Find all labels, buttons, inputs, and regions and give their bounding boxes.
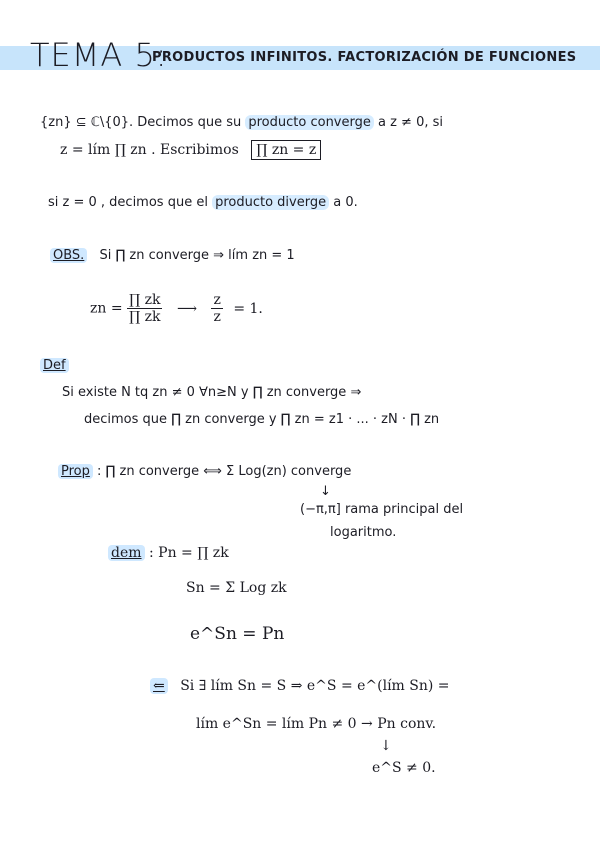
prop-note-1: (−π,π] rama principal del — [300, 502, 464, 517]
obs-statement: Si ∏ zn converge ⇒ lím zn = 1 — [99, 248, 295, 263]
frac-result — [211, 292, 222, 325]
prop-arrow-icon: ↓ — [320, 484, 331, 499]
dem-l1: Si ∃ lím Sn = S ⇒ e^S = e^(lím Sn) = — [180, 678, 450, 694]
obs-tag: OBS. — [50, 248, 87, 263]
dem-pn: : Pn = ∏ zk — [148, 545, 229, 561]
dem-sn: Sn = Σ Log zk — [186, 580, 287, 596]
limit-definition: z = lím ∏ zn . Escribimos — [60, 142, 239, 158]
producto-diverge-highlight: producto diverge — [212, 195, 329, 210]
dem-l3: e^S ≠ 0. — [372, 760, 436, 776]
dem-tag: dem — [108, 545, 145, 561]
frac-lhs: zn = — [90, 300, 123, 317]
frac-end: = 1. — [233, 300, 263, 317]
intro-text-b: a z ≠ 0, si — [378, 115, 443, 130]
def-tag-line — [40, 358, 69, 373]
diverge-text-b: a 0. — [333, 195, 358, 210]
intro-line-2 — [60, 142, 321, 158]
def-line-1: Si existe N tq zn ≠ 0 ∀n≥N y ∏ zn converge ⇒ — [62, 385, 362, 400]
def-line-2: decimos que ∏ zn converge y ∏ zn = z1 · ... · zN · ∏ zn — [84, 412, 440, 427]
prop-tag: Prop — [58, 464, 93, 479]
prop-note-2: logaritmo. — [330, 525, 397, 540]
intro-line-1 — [40, 115, 443, 130]
reverse-implication-tag: ⇐ — [150, 678, 168, 694]
dem-arrow-icon: ↓ — [380, 738, 392, 754]
page-title: TEMA 5: — [30, 36, 168, 74]
frac-rhs-num: z — [213, 292, 221, 308]
dem-l2: lím e^Sn = lím Pn ≠ 0 → Pn conv. — [196, 716, 437, 732]
prop-line — [58, 464, 351, 479]
prop-statement: : ∏ zn converge ⟺ Σ Log(zn) converge — [97, 464, 352, 479]
frac-rhs-den: z — [213, 309, 221, 325]
notation-box: ∏ zn = z — [251, 140, 321, 160]
obs-line — [50, 248, 295, 263]
frac-main — [127, 292, 162, 325]
diverge-text-a: si z = 0 , decimos que el — [48, 195, 208, 210]
dem-pn-line — [108, 545, 229, 561]
frac-num: ∏ zk — [129, 292, 161, 308]
obs-fraction — [90, 292, 263, 325]
producto-converge-highlight: producto converge — [245, 115, 373, 130]
frac-den: ∏ zk — [129, 309, 161, 325]
long-arrow-icon: ⟶ — [176, 300, 198, 317]
page-subtitle: PRODUCTOS INFINITOS. FACTORIZACIÓN DE FUNCIONES — [152, 50, 577, 65]
def-tag: Def — [40, 358, 69, 373]
dem-esn: e^Sn = Pn — [190, 624, 285, 644]
intro-line-3 — [48, 195, 358, 210]
intro-text-a: {zn} ⊆ ℂ\{0}. Decimos que su — [40, 115, 242, 130]
dem-line-1 — [150, 678, 450, 694]
